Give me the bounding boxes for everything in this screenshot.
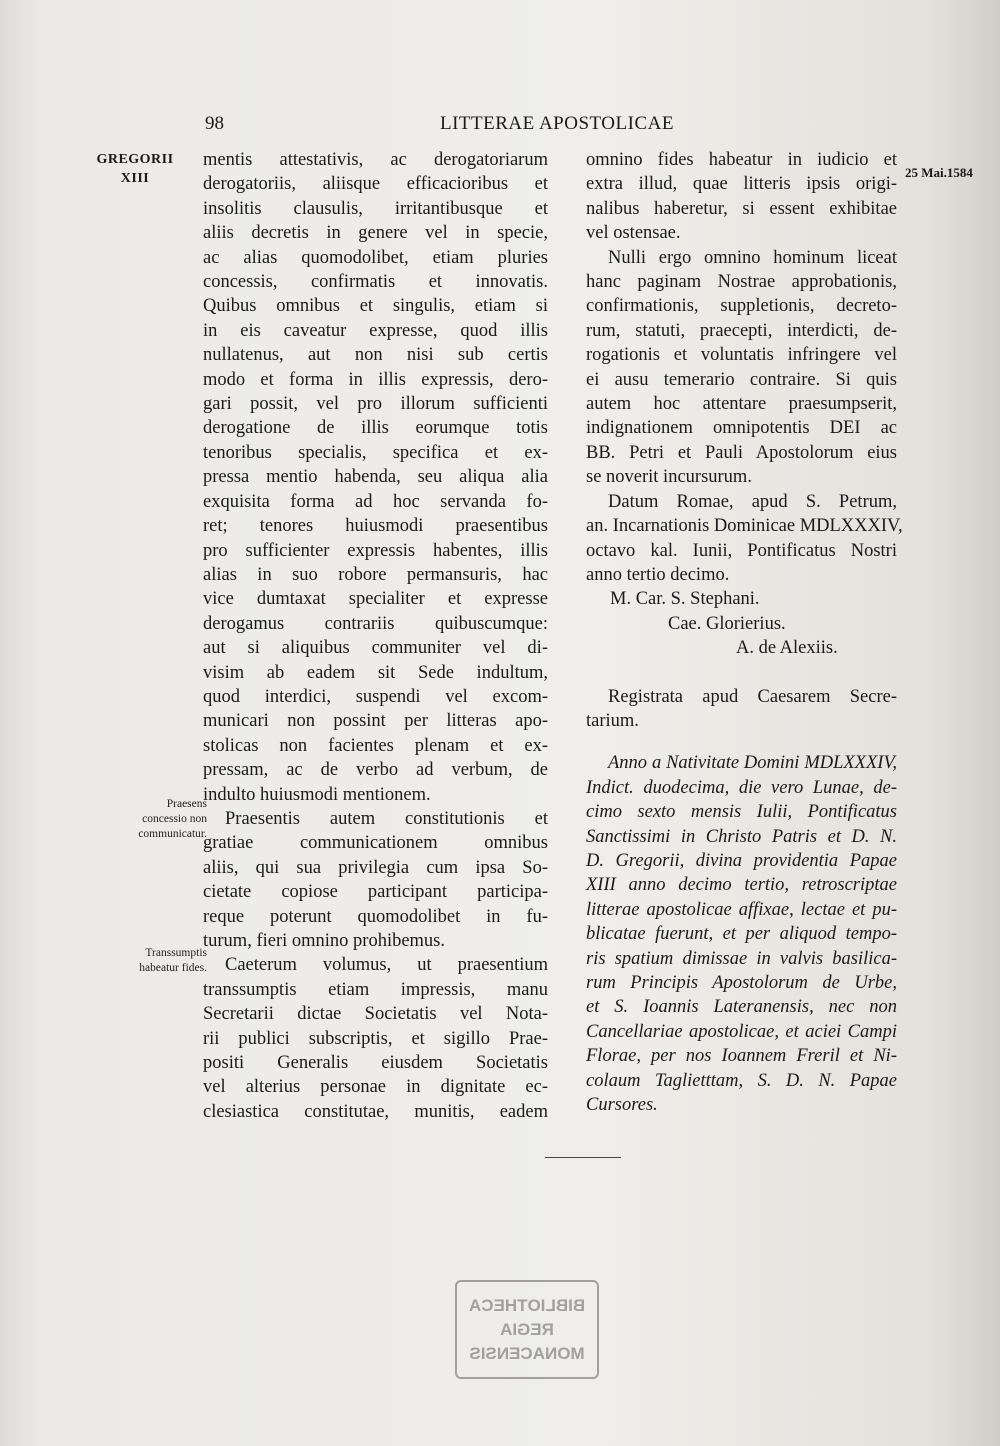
text-line: alias in suo robore permansuris, hac [203, 564, 548, 585]
signature: A. de Alexiis. [736, 638, 838, 659]
text-line: ac alias quomodolibet, etiam pluries [203, 247, 548, 268]
text-line: Quibus omnibus et singulis, etiam si [203, 296, 548, 317]
stamp-line: REGIA [500, 1319, 554, 1339]
left-column [203, 148, 548, 1124]
text-line: tarium. [586, 710, 639, 731]
text-line: vice dumtaxat specialiter et expresse [203, 589, 548, 610]
stamp-line: MONACENSIS [469, 1343, 585, 1363]
text-line: indignationem omnipotentis DEI ac [586, 418, 897, 439]
pope-side-label [80, 150, 190, 188]
text-line: se noverit incursurum. [586, 467, 752, 488]
library-stamp [455, 1280, 599, 1379]
italic-line: Cursores. [586, 1095, 658, 1116]
text-line: nalibus haberetur, si essent exhibitae [586, 198, 897, 219]
signature: M. Car. S. Stephani. [610, 589, 760, 610]
margin-note-transsumptis [92, 946, 207, 976]
italic-line: Anno a Nativitate Domini MDLXXXIV, [608, 753, 897, 774]
side-label-line: XIII [120, 171, 150, 186]
text-line: autem hoc attentare praesumpserit, [586, 394, 897, 415]
text-line: pro sufficienter expressis habentes, illis [203, 540, 548, 561]
text-line: nullatenus, aut non nisi sub certis [203, 345, 548, 366]
text-line: vel ostensae. [586, 223, 681, 244]
italic-line: ris spatium dimissae in valvis basilica- [586, 948, 897, 969]
text-line: positi Generalis eiusdem Societatis [203, 1053, 548, 1074]
text-line: clesiastica constitutae, munitis, eadem [203, 1101, 548, 1122]
italic-line: et S. Ioannis Lateranensis, nec non [586, 997, 897, 1018]
italic-line: D. Gregorii, divina providentia Papae [586, 850, 897, 871]
text-line: derogamus contrariis quibuscumque: [203, 613, 548, 634]
text-line: anno tertio decimo. [586, 564, 730, 585]
text-line: an. Incarnationis Dominicae MDLXXXIV, [586, 516, 903, 537]
running-title: LITTERAE APOSTOLICAE [440, 113, 674, 134]
text-line: hanc paginam Nostrae approbationis, [586, 272, 897, 293]
page-number: 98 [205, 113, 224, 134]
text-line: vel alterius personae in dignitate ec- [203, 1077, 548, 1098]
text-line: Datum Romae, apud S. Petrum, [608, 491, 897, 512]
margin-note-line: communicatur. [138, 828, 207, 840]
text-line: indulto huiusmodi mentionem. [203, 784, 431, 805]
italic-line: Sanctissimi in Christo Patris et D. N. [586, 826, 897, 847]
text-line: Nulli ergo omnino hominum liceat [608, 247, 897, 268]
right-column [586, 148, 903, 1117]
margin-note-praesens [92, 797, 207, 842]
italic-line: Cancellariae apostolicae, et aciei Campi [586, 1021, 897, 1042]
italic-line: blicatae fuerunt, et per aliquod tempo- [586, 924, 897, 945]
date-side-label: 25 Mai.1584 [905, 165, 973, 180]
text-line: visim ab eadem sit Sede indultum, [203, 662, 548, 683]
text-line: in eis caveatur expresse, quod illis [203, 320, 548, 341]
margin-note-line: Transsumptis [145, 947, 207, 959]
text-line: pressa mentio habenda, seu aliqua alia [203, 467, 548, 488]
text-line: confirmationis, suppletionis, decreto- [586, 296, 897, 317]
text-line: aliis, qui sua privilegia cum ipsa So- [203, 857, 548, 878]
text-line: ei ausu temerario contraire. Si quis [586, 369, 897, 390]
text-line: exquisita forma ad hoc servanda fo- [203, 491, 548, 512]
italic-line: cimo sexto mensis Iulii, Pontificatus [586, 802, 897, 823]
text-line: rogationis et voluntatis infringere vel [586, 345, 897, 366]
margin-note-line: habeatur fides. [139, 962, 207, 974]
text-line: modo et forma in illis expressis, dero- [203, 369, 548, 390]
text-line: transsumptis etiam impressis, manu [203, 979, 548, 1000]
text-line: reque poterunt quomodolibet in fu- [203, 906, 548, 927]
text-line: turum, fieri omnino prohibemus. [203, 931, 446, 951]
text-line: Secretarii dictae Societatis vel Nota- [203, 1004, 548, 1025]
text-line: aliis decretis in genere vel in specie, [203, 223, 548, 244]
text-line: derogatione de illis eorumque totis [203, 418, 548, 439]
text-line: insolitis clausulis, irritantibusque et [203, 198, 548, 219]
italic-line: Indict. duodecima, die vero Lunae, de- [586, 777, 897, 798]
margin-note-line: Praesens [166, 798, 207, 810]
text-line: ret; tenores huiusmodi praesentibus [203, 516, 548, 537]
margin-note-line: concessio non [142, 813, 207, 825]
italic-line: rum Principis Apostolorum de Urbe, [586, 973, 897, 993]
text-line: cietate copiose participant participa- [203, 882, 548, 903]
text-line: extra illud, quae litteris ipsis origi- [586, 174, 897, 195]
divider-rule [545, 1157, 621, 1158]
spacer [586, 661, 897, 685]
text-line: stolicas non facientes plenam et ex- [203, 735, 548, 756]
text-line: pressam, ac de verbo ad verbum, de [203, 760, 548, 781]
text-line: quod interdici, suspendi vel excom- [203, 686, 548, 707]
text-line: derogatoriis, aliisque efficacioribus et [203, 174, 548, 195]
italic-line: litterae apostolicae affixae, lectae et pu- [586, 899, 897, 920]
spacer [586, 733, 897, 751]
italic-line: XIII anno decimo tertio, retroscriptae [586, 875, 897, 896]
text-line: gratiae communicationem omnibus [203, 833, 548, 854]
italic-line: colaum Taglietttam, S. D. N. Papae [586, 1070, 897, 1091]
text-line: Registrata apud Caesarem Secre- [608, 686, 897, 707]
text-line: concessis, confirmatis et innovatis. [203, 272, 548, 293]
text-line: rum, statuti, praecepti, interdicti, de- [586, 320, 897, 341]
text-line: Praesentis autem constitutionis et [225, 808, 548, 829]
text-line: BB. Petri et Pauli Apostolorum eius [586, 442, 897, 463]
text-line: octavo kal. Iunii, Pontificatus Nostri [586, 540, 897, 561]
text-line: mentis attestativis, ac derogatoriarum [203, 150, 548, 170]
text-line: omnino fides habeatur in iudicio et [586, 150, 897, 170]
text-line: rii publici subscriptis, et sigillo Prae- [203, 1028, 548, 1049]
text-line: aut si aliquibus communiter vel di- [203, 638, 548, 659]
italic-line: Florae, per nos Ioannem Freril et Ni- [586, 1046, 897, 1067]
text-line: Caeterum volumus, ut praesentium [225, 955, 548, 976]
text-line: gari possit, vel pro illorum sufficienti [203, 394, 548, 415]
text-line: tenoribus specialis, specifica et ex- [203, 442, 548, 463]
stamp-line: BIBLIOTHECA [468, 1295, 586, 1315]
signature: Cae. Glorierius. [668, 613, 786, 634]
side-label-line: GREGORII [96, 152, 174, 167]
text-line: municari non possint per litteras apo- [203, 711, 548, 732]
